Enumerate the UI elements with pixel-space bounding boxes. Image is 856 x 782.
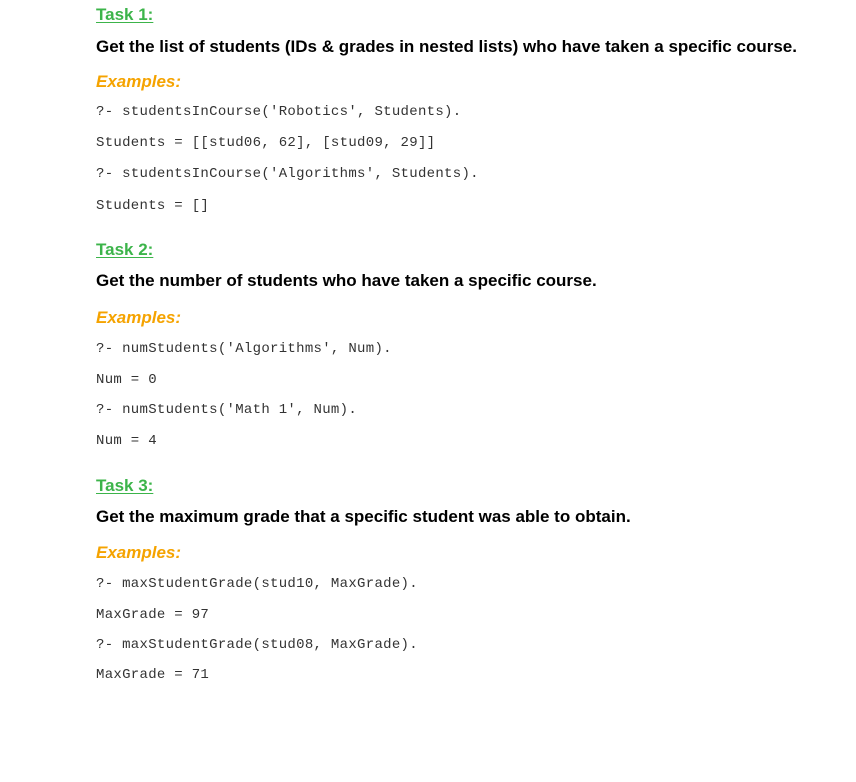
task-2-title: Task 2: — [96, 240, 154, 259]
task-1-code-line-3: ?- studentsInCourse('Algorithms', Students). — [96, 166, 479, 182]
task-2-code-line-4: Num = 4 — [96, 433, 157, 449]
task-3-examples-label: Examples: — [96, 543, 182, 562]
task-3-code-line-2: MaxGrade = 97 — [96, 607, 210, 623]
task-1-code-line-4: Students = [] — [96, 198, 210, 214]
task-2-description: Get the number of students who have taken a specific course. — [96, 271, 597, 290]
task-1-code-line-1: ?- studentsInCourse('Robotics', Students). — [96, 104, 462, 120]
task-1-examples-label: Examples: — [96, 72, 182, 91]
task-2-code-line-3: ?- numStudents('Math 1', Num). — [96, 402, 358, 418]
task-3-title: Task 3: — [96, 476, 154, 495]
task-2-code-line-1: ?- numStudents('Algorithms', Num). — [96, 341, 392, 357]
task-2-examples-label: Examples: — [96, 308, 182, 327]
task-1-title: Task 1: — [96, 5, 154, 24]
task-2-code-line-2: Num = 0 — [96, 372, 157, 388]
task-3-code-line-3: ?- maxStudentGrade(stud08, MaxGrade). — [96, 637, 418, 653]
task-3-code-line-1: ?- maxStudentGrade(stud10, MaxGrade). — [96, 576, 418, 592]
task-1-description: Get the list of students (IDs & grades in nested lists) who have taken a specific course. — [96, 37, 797, 56]
task-3-description: Get the maximum grade that a specific student was able to obtain. — [96, 507, 631, 526]
task-3-code-line-4: MaxGrade = 71 — [96, 667, 210, 683]
task-1-code-line-2: Students = [[stud06, 62], [stud09, 29]] — [96, 135, 436, 151]
